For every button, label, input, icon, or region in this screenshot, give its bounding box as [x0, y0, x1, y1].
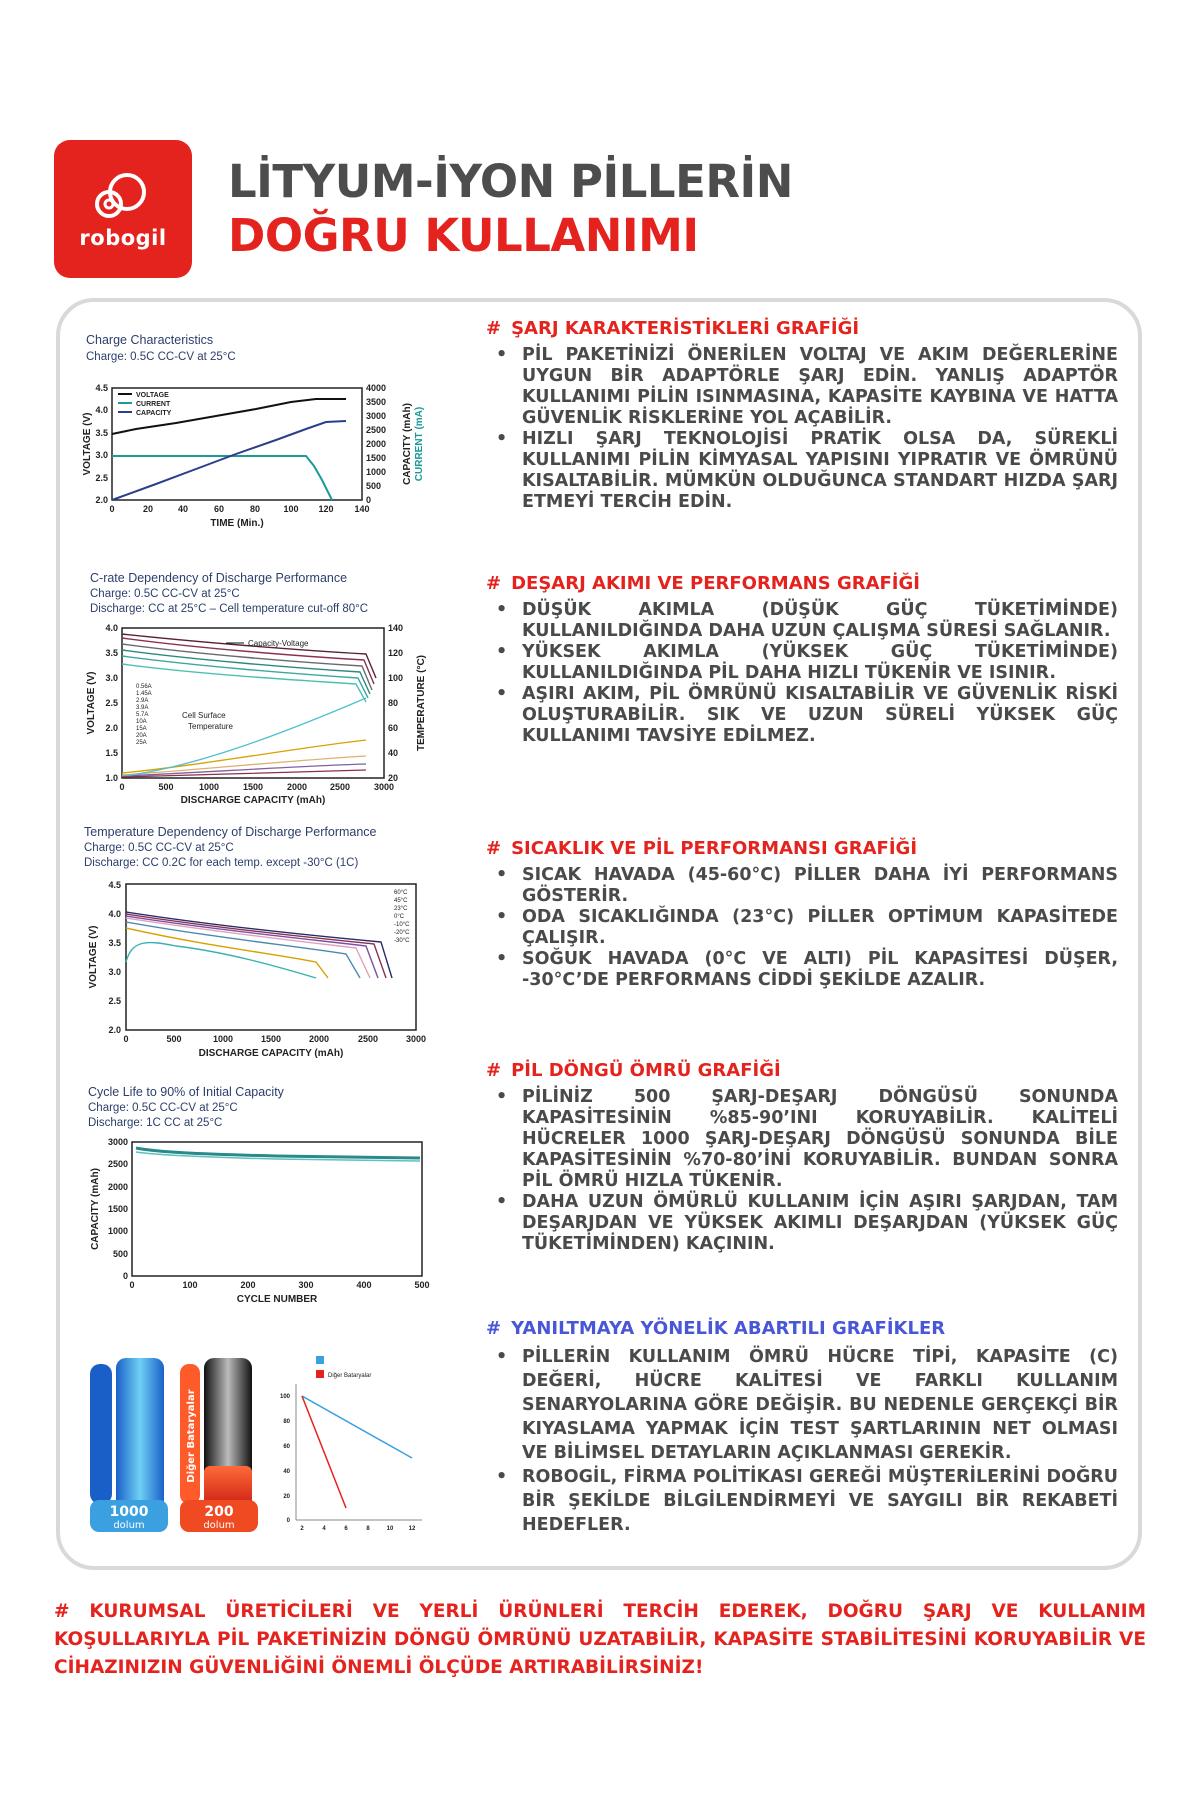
x-ticks: [123, 1034, 426, 1044]
battery2-unit: dolum: [203, 1520, 235, 1531]
svg-text:-20°C: -20°C: [394, 930, 410, 936]
svg-text:0.56A: 0.56A: [136, 684, 152, 690]
svg-text:3.5: 3.5: [95, 428, 108, 438]
section-heading: # ŞARJ KARAKTERİSTİKLERİ GRAFİĞİ: [486, 318, 860, 339]
svg-text:60°C: 60°C: [394, 890, 408, 896]
svg-text:4.0: 4.0: [105, 623, 118, 633]
bullet-item: • HIZLI ŞARJ TEKNOLOJİSİ PRATİK OLSA DA, SÜREKLİ KULLANIMI PİLİN KİMYASAL YAPISINI YIPRATIR VE ÖMRÜNÜ KISALTABİLİR. MÜMKÜN OLDUĞUNCA STANDART HIZDA ŞARJ ETMEYİ TERCİH EDİN.: [522, 429, 1118, 513]
x-ticks: [109, 504, 369, 514]
bullet-item: • SOĞUK HAVADA (0°C VE ALTI) PİL KAPASİTESİ DÜŞER, -30°C’DE PERFORMANS CİDDİ ŞEKİLDE AZALIR.: [522, 949, 1118, 991]
temperature-curves: [122, 698, 366, 777]
svg-text:15A: 15A: [136, 726, 147, 732]
svg-text:500: 500: [366, 481, 382, 491]
y-axis-label: VOLTAGE (V): [82, 412, 93, 476]
svg-text:2.5: 2.5: [108, 996, 121, 1006]
svg-text:4.0: 4.0: [95, 405, 108, 415]
plot-frame: [132, 1142, 422, 1276]
svg-text:2.0: 2.0: [105, 723, 118, 733]
svg-text:23°C: 23°C: [394, 906, 408, 912]
section-discharge-current: [486, 573, 1118, 747]
svg-text:1.5: 1.5: [105, 748, 118, 758]
svg-text:3500: 3500: [366, 397, 387, 407]
svg-text:1500: 1500: [260, 1034, 282, 1044]
title-line-1: LİTYUM-İYON PİLLERİN: [228, 155, 793, 208]
battery2-count: 200: [204, 1504, 234, 1520]
svg-text:2500: 2500: [366, 425, 387, 435]
svg-text:2000: 2000: [286, 782, 308, 792]
svg-text:20: 20: [283, 1494, 290, 1500]
legend-other-batteries: Diğer Bataryalar: [328, 1373, 372, 1379]
x-ticks: [129, 1280, 429, 1290]
bullet-item: • PİL PAKETİNİZİ ÖNERİLEN VOLTAJ VE AKIM DEĞERLERİNE UYGUN BİR ADAPTÖRLE ŞARJ EDİN. YANLIŞ ADAPTÖR KULLANIMI PİLİN ISINMASINA, KAPASİTE KAYBINA VE HATTA GÜVENLİK RİSKLERİNE YOL AÇABİLİR.: [522, 345, 1118, 429]
svg-text:4.5: 4.5: [108, 880, 121, 890]
line-robogil: [302, 1396, 412, 1458]
page-title: [228, 155, 793, 263]
svg-text:3000: 3000: [373, 782, 395, 792]
svg-text:1000: 1000: [198, 782, 220, 792]
temperature-discharge-chart: [76, 822, 436, 1062]
svg-text:3.5: 3.5: [105, 648, 118, 658]
svg-text:3.0: 3.0: [108, 967, 121, 977]
svg-text:2000: 2000: [366, 439, 387, 449]
y-ticks: [108, 880, 121, 1035]
svg-text:0: 0: [119, 782, 125, 792]
section-heading: # SICAKLIK VE PİL PERFORMANSI GRAFİĞİ: [486, 838, 918, 859]
section-heading: # DEŞARJ AKIMI VE PERFORMANS GRAFİĞİ: [486, 573, 920, 594]
robogil-logo: [54, 140, 192, 278]
bullet-list: [486, 1345, 1118, 1537]
annotation-capacity-voltage: Capacity-Voltage: [248, 639, 309, 648]
svg-text:0: 0: [366, 495, 372, 505]
svg-text:2: 2: [300, 1526, 304, 1532]
svg-text:0°C: 0°C: [394, 914, 405, 920]
svg-text:20: 20: [388, 773, 399, 783]
x-axis-label: CYCLE NUMBER: [236, 1294, 318, 1305]
temperature-curves: [126, 912, 392, 978]
section-misleading-graphs: [486, 1318, 1118, 1537]
footer-message: # KURUMSAL ÜRETİCİLERİ VE YERLİ ÜRÜNLERİ TERCİH EDEREK, DOĞRU ŞARJ VE KULLANIM KOŞULLARIYLA PİL PAKETİNİZİN DÖNGÜ ÖMRÜNÜ UZATABİLİR, KAPASİTE STABİLİTESİNİ KORUYABİLİR VE CİHAZINIZIN GÜVENLİĞİNİ ÖNEMLİ ÖLÇÜDE ARTIRABİLİRSİNİZ!: [54, 1601, 1146, 1678]
bullet-item: • YÜKSEK AKIMLA (YÜKSEK GÜÇ TÜKETİMİNDE) KULLANILDIĞINDA PİL DAHA HIZLI TÜKENİR VE ISINIR.: [522, 642, 1118, 684]
y-ticks: [95, 383, 108, 505]
svg-text:2500: 2500: [107, 1159, 128, 1169]
bullet-item: • DAHA UZUN ÖMÜRLÜ KULLANIM İÇİN AŞIRI ŞARJDAN, TAM DEŞARJDAN VE YÜKSEK AKIMLI DEŞARJDAN (YÜKSEK GÜÇ TÜKETİMİNDEN) KAÇININ.: [522, 1192, 1118, 1255]
svg-text:80: 80: [283, 1419, 290, 1425]
y-axis-label: CAPACITY (mAh): [90, 1168, 101, 1250]
svg-text:100: 100: [279, 1394, 290, 1400]
svg-text:4.5: 4.5: [95, 383, 108, 393]
battery1-count: 1000: [109, 1504, 149, 1520]
chart-legend: [394, 890, 410, 944]
svg-text:80: 80: [388, 698, 399, 708]
svg-text:3.9A: 3.9A: [136, 705, 149, 711]
battery2-side-label: Diğer Bataryalar: [186, 1389, 197, 1483]
section-charge-characteristics: [486, 318, 1118, 513]
x-axis-label: DISCHARGE CAPACITY (mAh): [180, 795, 326, 806]
capacity-line: [112, 421, 346, 500]
chart-title: Charge Characteristics: [86, 333, 214, 347]
svg-text:25A: 25A: [136, 740, 147, 746]
svg-text:3.0: 3.0: [95, 450, 108, 460]
svg-text:0: 0: [123, 1034, 129, 1044]
bullet-item: • ROBOGİL, FİRMA POLİTİKASI GEREĞİ MÜŞTERİLERİNİ DOĞRU BİR ŞEKİLDE BİLGİLENDİRMEYİ VE SAYGILI BİR REKABETİ HEDEFLER.: [522, 1465, 1118, 1537]
svg-text:2000: 2000: [308, 1034, 330, 1044]
svg-text:0: 0: [122, 1271, 128, 1281]
svg-text:45°C: 45°C: [394, 898, 408, 904]
annotation-cell-surface: Cell Surface: [182, 711, 226, 720]
bullet-item: • AŞIRI AKIM, PİL ÖMRÜNÜ KISALTABİLİR VE GÜVENLİK RİSKİ OLUŞTURABİLİR. SIK VE UZUN SÜRELİ YÜKSEK GÜÇ KULLANIMI TAVSİYE EDİLMEZ.: [522, 684, 1118, 747]
svg-text:-30°C: -30°C: [394, 938, 410, 944]
x-axis-label: DISCHARGE CAPACITY (mAh): [198, 1048, 344, 1059]
svg-text:2.0: 2.0: [108, 1025, 121, 1035]
svg-text:500: 500: [414, 1280, 430, 1290]
svg-text:2.9A: 2.9A: [136, 698, 149, 704]
svg-text:100: 100: [388, 673, 404, 683]
svg-text:100: 100: [182, 1280, 198, 1290]
bullet-item: • SICAK HAVADA (45-60°C) PİLLER DAHA İYİ PERFORMANS GÖSTERİR.: [522, 865, 1118, 907]
svg-text:60: 60: [283, 1444, 290, 1450]
bullet-item: • DÜŞÜK AKIMLA (DÜŞÜK GÜÇ TÜKETİMİNDE) KULLANILDIĞINDA DAHA UZUN ÇALIŞMA SÜRESİ SAĞLANIR.: [522, 600, 1118, 642]
svg-text:400: 400: [356, 1280, 372, 1290]
svg-text:1500: 1500: [107, 1204, 128, 1214]
svg-text:140: 140: [388, 623, 404, 633]
y-axis-label: VOLTAGE (V): [88, 925, 99, 989]
chart-subtitle-1: Charge: 0.5C CC-CV at 25°C: [90, 588, 240, 600]
svg-text:300: 300: [298, 1280, 314, 1290]
svg-text:120: 120: [318, 504, 334, 514]
svg-text:3000: 3000: [405, 1034, 427, 1044]
other-battery: [180, 1358, 258, 1532]
section-cycle-life: [486, 1060, 1118, 1255]
chart-legend: [118, 392, 172, 417]
bullet-item: • ODA SICAKLIĞINDA (23°C) PİLLER OPTİMUM KAPASİTEDE ÇALIŞIR.: [522, 907, 1118, 949]
svg-text:40: 40: [177, 504, 189, 514]
battery1-unit: dolum: [113, 1520, 145, 1531]
svg-text:500: 500: [112, 1249, 128, 1259]
svg-text:120: 120: [388, 648, 404, 658]
bullet-list: [486, 865, 1118, 991]
chart-subtitle-2: Discharge: CC 0.2C for each temp. except -30°C (1C): [84, 857, 359, 869]
plot-frame: [126, 884, 416, 1030]
svg-text:-10°C: -10°C: [394, 922, 410, 928]
svg-text:2500: 2500: [329, 782, 351, 792]
y-ticks: [108, 1137, 128, 1281]
y2-axis-label: TEMPERATURE (°C): [416, 654, 427, 752]
misleading-comparison-graphic: [76, 1340, 440, 1540]
y-ticks: [105, 623, 118, 783]
svg-text:0: 0: [109, 504, 115, 514]
svg-text:3000: 3000: [107, 1137, 128, 1147]
svg-text:500: 500: [158, 782, 174, 792]
y2-ticks: [366, 383, 386, 505]
x-axis-label: TIME (Min.): [210, 518, 264, 529]
svg-text:2000: 2000: [107, 1182, 128, 1192]
svg-text:3.5: 3.5: [108, 938, 121, 948]
chart-title: Temperature Dependency of Discharge Performance: [84, 825, 377, 839]
brand-name: robogil: [79, 226, 167, 250]
svg-text:10A: 10A: [136, 719, 147, 725]
svg-text:80: 80: [249, 504, 261, 514]
svg-text:1000: 1000: [212, 1034, 234, 1044]
bullet-list: [486, 1087, 1118, 1255]
chart-subtitle: Charge: 0.5C CC-CV at 25°C: [86, 351, 236, 363]
bullet-list: [486, 345, 1118, 513]
svg-text:20: 20: [142, 504, 154, 514]
cycle-capacity-band: [136, 1148, 420, 1158]
legend-voltage: VOLTAGE: [136, 392, 169, 399]
svg-text:100: 100: [283, 504, 299, 514]
svg-text:4000: 4000: [366, 383, 387, 393]
svg-text:1.45A: 1.45A: [136, 691, 152, 697]
svg-text:8: 8: [366, 1526, 370, 1532]
svg-text:1000: 1000: [366, 467, 387, 477]
x-ticks: [119, 782, 394, 792]
bullet-list: [486, 600, 1118, 747]
chart-subtitle-2: Discharge: 1C CC at 25°C: [88, 1117, 223, 1129]
chart-subtitle-1: Charge: 0.5C CC-CV at 25°C: [88, 1102, 238, 1114]
section-heading: # YANILTMAYA YÖNELİK ABARTILI GRAFİKLER: [486, 1318, 946, 1339]
robogil-battery: [90, 1358, 168, 1532]
svg-text:1000: 1000: [107, 1226, 128, 1236]
svg-text:60: 60: [388, 723, 399, 733]
y-axis-label: VOLTAGE (V): [86, 671, 97, 735]
y2-ticks: [388, 623, 403, 783]
charge-characteristics-chart: [76, 330, 436, 530]
crate-discharge-chart: [76, 568, 436, 808]
chart-subtitle-1: Charge: 0.5C CC-CV at 25°C: [84, 842, 234, 854]
chart-legend: [136, 684, 152, 746]
svg-text:60: 60: [213, 504, 225, 514]
svg-text:4.0: 4.0: [108, 909, 121, 919]
misleading-line-chart: [280, 1356, 422, 1532]
svg-text:40: 40: [283, 1469, 290, 1475]
svg-text:0: 0: [129, 1280, 135, 1290]
svg-text:12: 12: [408, 1526, 416, 1532]
svg-text:2.5: 2.5: [105, 698, 118, 708]
chart-subtitle-2: Discharge: CC at 25°C – Cell temperature cut-off 80°C: [90, 603, 369, 615]
chart-title: Cycle Life to 90% of Initial Capacity: [88, 1085, 284, 1099]
bullet-item: • PİLİNİZ 500 ŞARJ-DEŞARJ DÖNGÜSÜ SONUNDA KAPASİTESİNİN %85-90’INI KORUYABİLİR. KALİTELİ HÜCRELER 1000 ŞARJ-DEŞARJ DÖNGÜSÜ SONUNDA BİLE KAPASİTESİNİN %70-80’İNİ KORUYABİLİR. BUNDAN SONRA PİL ÖMRÜ HIZLA TÜKENİR.: [522, 1087, 1118, 1192]
svg-text:2500: 2500: [357, 1034, 379, 1044]
svg-text:2.5: 2.5: [95, 473, 108, 483]
line-other: [302, 1396, 346, 1508]
section-temperature: [486, 838, 1118, 991]
svg-text:3000: 3000: [366, 411, 387, 421]
title-line-2: DOĞRU KULLANIMI: [228, 209, 699, 262]
svg-text:6: 6: [344, 1526, 348, 1532]
chart-title: C-rate Dependency of Discharge Performance: [90, 571, 348, 585]
section-heading: # PİL DÖNGÜ ÖMRÜ GRAFİĞİ: [486, 1060, 781, 1081]
annotation-temperature: Temperature: [188, 722, 233, 731]
svg-text:40: 40: [388, 748, 399, 758]
svg-text:0: 0: [286, 1518, 290, 1524]
legend-blue-swatch: [316, 1356, 324, 1364]
y2-axis-label-current: CURRENT (mA): [414, 406, 425, 482]
legend-red-swatch: [316, 1370, 324, 1378]
svg-text:3.0: 3.0: [105, 673, 118, 683]
legend-capacity: CAPACITY: [136, 410, 172, 417]
svg-text:2.0: 2.0: [95, 495, 108, 505]
svg-text:1500: 1500: [242, 782, 264, 792]
svg-text:4: 4: [322, 1526, 326, 1532]
robogil-logo-icon: [87, 168, 159, 224]
current-line: [112, 456, 332, 500]
svg-text:20A: 20A: [136, 733, 147, 739]
svg-text:140: 140: [354, 504, 370, 514]
cycle-life-chart: [76, 1082, 436, 1312]
svg-text:200: 200: [240, 1280, 256, 1290]
svg-text:1500: 1500: [366, 453, 387, 463]
svg-text:10: 10: [386, 1526, 394, 1532]
legend-current: CURRENT: [136, 401, 171, 408]
svg-text:500: 500: [166, 1034, 182, 1044]
svg-text:5.7A: 5.7A: [136, 712, 149, 718]
bullet-item: • PİLLERİN KULLANIM ÖMRÜ HÜCRE TİPİ, KAPASİTE (C) DEĞERİ, HÜCRE KALİTESİ VE FARKLI KULLANIM SENARYOLARINA GÖRE DEĞİŞİR. BU NEDENLE GERÇEKÇİ BİR KIYASLAMA YAPMAK İÇİN TEST ŞARTLARININ NET OLMASI VE BİLİMSEL DETAYLARIN AÇIKLANMASI GEREKİR.: [522, 1345, 1118, 1465]
y2-axis-label-capacity: CAPACITY (mAh): [402, 403, 413, 485]
svg-text:1.0: 1.0: [105, 773, 118, 783]
